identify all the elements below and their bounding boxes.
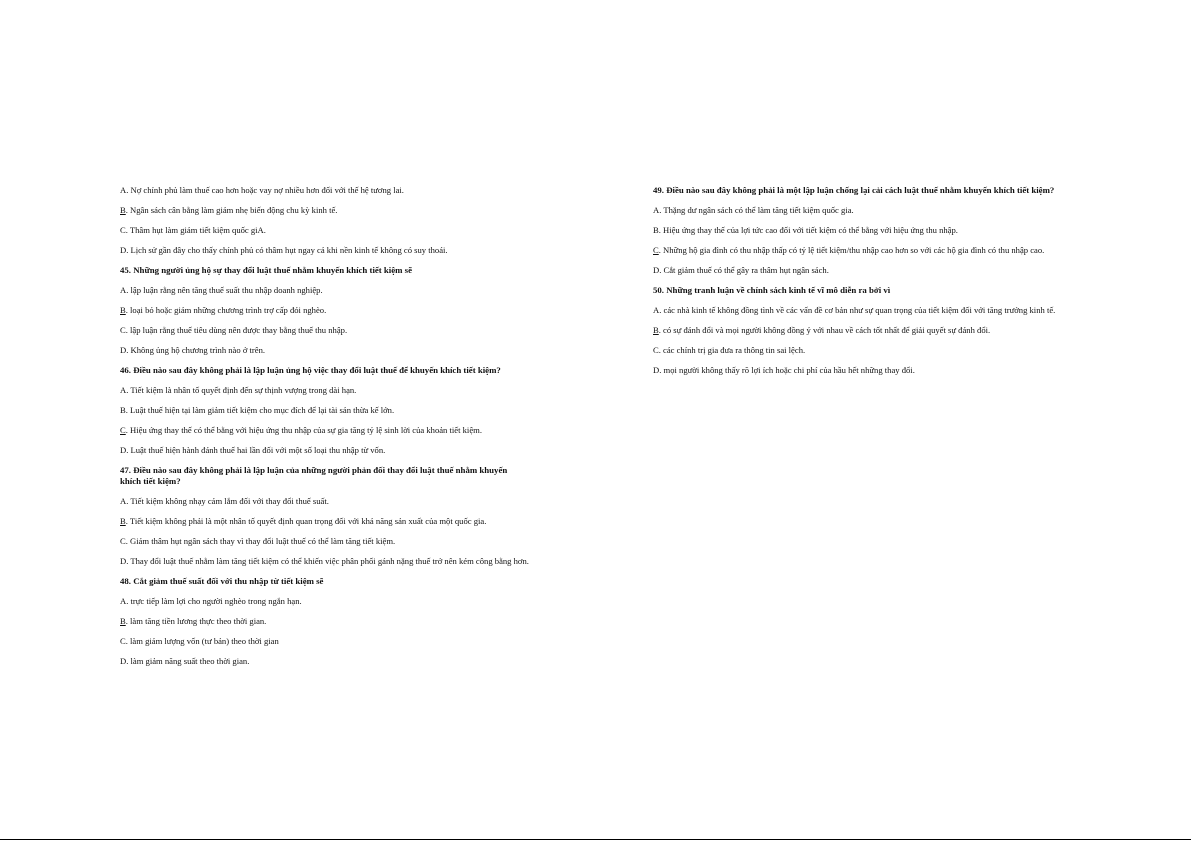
- answer-option-correct: [653, 325, 1063, 336]
- answer-option: C. Thâm hụt làm giảm tiết kiệm quốc giA.: [120, 225, 266, 235]
- answer-option-text: . Tiết kiệm không phải là một nhân tố quyết định quan trọng đối với khả năng sản xuất của một quốc gia.: [125, 516, 487, 526]
- answer-option: A. các nhà kinh tế không đồng tình về các vấn đề cơ bản như sự quan trọng của tiết kiệm đối với tăng trưởng kinh tế.: [653, 305, 1056, 315]
- answer-option: C. lập luận rằng thuế tiêu dùng nên được thay bằng thuế thu nhập.: [120, 325, 348, 335]
- answer-option-text: . có sự đánh đổi và mọi người không đồng ý với nhau về cách tốt nhất để giải quyết sự đánh đổi.: [658, 325, 991, 335]
- answer-option: C. làm giảm lượng vốn (tư bản) theo thời gian: [120, 636, 279, 646]
- answer-option-correct: [120, 516, 530, 527]
- answer-option-text: . Hiệu ứng thay thế có thể bằng với hiệu ứng thu nhập của sự gia tăng tỷ lệ sinh lời của khoản tiết kiệm.: [125, 425, 482, 435]
- question-heading: 47. Điều nào sau đây không phải là lập luận của những người phản đối thay đổi luật thuế nhằm khuyến khích tiết kiệm?: [120, 465, 508, 486]
- answer-key-letter: C: [120, 425, 126, 435]
- answer-option-correct: [653, 245, 1063, 256]
- answer-option: C. Giảm thâm hụt ngân sách thay vì thay đổi luật thuế có thể làm tăng tiết kiệm.: [120, 536, 396, 546]
- answer-option-correct: [120, 305, 530, 316]
- answer-option-text: . làm tăng tiền lương thực theo thời gian.: [125, 616, 267, 626]
- answer-option: A. Thặng dư ngân sách có thể làm tăng tiết kiệm quốc gia.: [653, 205, 854, 215]
- answer-option: A. Tiết kiệm là nhân tố quyết định đến sự thịnh vượng trong dài hạn.: [120, 385, 357, 395]
- answer-option: D. mọi người không thấy rõ lợi ích hoặc chi phí của hầu hết những thay đổi.: [653, 365, 915, 375]
- answer-option: A. lập luận rằng nên tăng thuế suất thu nhập doanh nghiệp.: [120, 285, 323, 295]
- answer-option: D. Cắt giảm thuế có thể gây ra thâm hụt ngân sách.: [653, 265, 829, 275]
- answer-option: D. Không ủng hộ chương trình nào ở trên.: [120, 345, 266, 355]
- answer-key-letter: B: [120, 516, 126, 526]
- answer-key-letter: B: [120, 305, 126, 315]
- answer-option-correct: [120, 616, 530, 627]
- answer-option-correct: [120, 205, 530, 216]
- answer-option: B. Hiệu ứng thay thế của lợi tức cao đối với tiết kiệm có thể bằng với hiệu ứng thu nhập.: [653, 225, 958, 235]
- question-heading: 45. Những người ủng hộ sự thay đổi luật thuế nhằm khuyến khích tiết kiệm sẽ: [120, 265, 413, 275]
- answer-option: A. Tiết kiệm không nhạy cảm lắm đối với thay đổi thuế suất.: [120, 496, 329, 506]
- question-heading: 49. Điều nào sau đây không phải là một lập luận chống lại cải cách luật thuế nhằm khuyến khích tiết kiệm?: [653, 185, 1055, 195]
- answer-option: C. các chính trị gia đưa ra thông tin sai lệch.: [653, 345, 806, 355]
- answer-option: D. làm giảm năng suất theo thời gian.: [120, 656, 250, 666]
- answer-option: D. Luật thuế hiện hành đánh thuế hai lần đối với một số loại thu nhập từ vốn.: [120, 445, 386, 455]
- answer-option: D. Lịch sử gần đây cho thấy chính phủ có thâm hụt ngay cả khi nền kinh tế không có suy thoái.: [120, 245, 448, 255]
- answer-option: D. Thay đổi luật thuế nhằm làm tăng tiết kiệm có thể khiến việc phân phối gánh nặng thuế trở nên kém công bằng hơn.: [120, 556, 529, 566]
- answer-key-letter: B: [120, 616, 126, 626]
- answer-option-text: . Ngân sách cân bằng làm giảm nhẹ biến động chu kỳ kinh tế.: [125, 205, 338, 215]
- answer-option-text: . Những hộ gia đình có thu nhập thấp có tỷ lệ tiết kiệm/thu nhập cao hơn so với các hộ gia đình có thu nhập cao.: [658, 245, 1045, 255]
- question-heading: 48. Cắt giảm thuế suất đối với thu nhập từ tiết kiệm sẽ: [120, 576, 324, 586]
- answer-key-letter: B: [653, 325, 659, 335]
- answer-option: B. Luật thuế hiện tại làm giảm tiết kiệm cho mục đích để lại tài sản thừa kế lớn.: [120, 405, 395, 415]
- right-column: [653, 185, 1063, 385]
- page-bottom-divider: [0, 839, 1191, 840]
- answer-key-letter: C: [653, 245, 659, 255]
- question-heading: 46. Điều nào sau đây không phải là lập luận ủng hộ việc thay đổi luật thuế để khuyến khích tiết kiệm?: [120, 365, 501, 375]
- answer-option-text: . loại bỏ hoặc giảm những chương trình trợ cấp đói nghèo.: [125, 305, 327, 315]
- left-column: [120, 185, 530, 676]
- answer-option: A. Nợ chính phủ làm thuế cao hơn hoặc vay nợ nhiều hơn đối với thế hệ tương lai.: [120, 185, 404, 195]
- answer-key-letter: B: [120, 205, 126, 215]
- question-heading: 50. Những tranh luận về chính sách kinh tế vĩ mô diễn ra bởi vì: [653, 285, 891, 295]
- answer-option-correct: [120, 425, 530, 436]
- answer-option: A. trực tiếp làm lợi cho người nghèo trong ngắn hạn.: [120, 596, 302, 606]
